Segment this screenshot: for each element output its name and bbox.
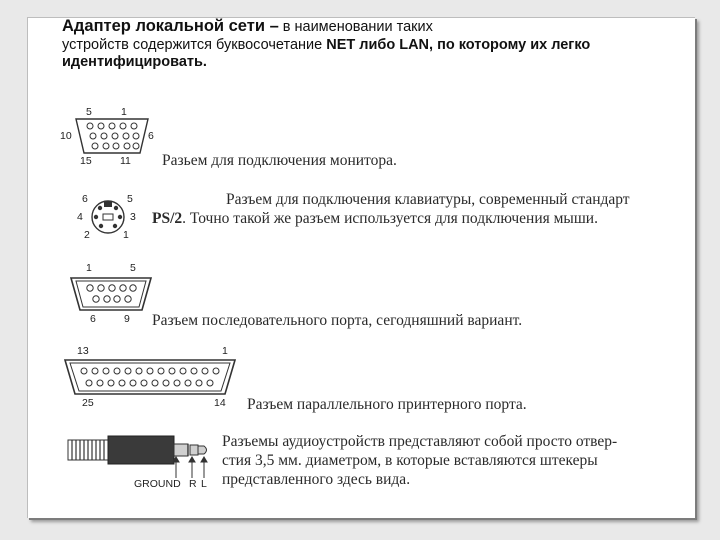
ps2-pin-label: 4 (77, 211, 83, 223)
ps2-connector-icon (89, 198, 127, 236)
vga-pin-label: 15 (80, 155, 92, 167)
ps2-pin-label: 6 (82, 193, 88, 205)
parallel-pin-hole (191, 368, 197, 374)
header-title-rest: в наименовании таких (278, 19, 433, 35)
vga-description: Разьем для подключения монитора. (162, 152, 397, 169)
audio-l-label: L (201, 478, 207, 490)
vga-connector-icon (72, 117, 152, 155)
audio-ground-label: GROUND (134, 478, 181, 490)
parallel-pin-hole (158, 368, 164, 374)
parallel-pin-hole (136, 368, 142, 374)
parallel-pin-label: 1 (222, 345, 228, 357)
header-line-3 (62, 54, 672, 72)
vga-pin-label: 11 (120, 155, 131, 167)
parallel-pin-hole (174, 380, 180, 386)
audio-description-line-2: стия 3,5 мм. диаметром, в которые вставляются штекеры (222, 451, 598, 469)
audio-pointer-arrows (170, 456, 210, 480)
serial-port-icon (68, 276, 154, 312)
ps2-description-line-1: Разъем для подключения клавиатуры, современный стандарт (226, 191, 630, 208)
vga-pin-label: 10 (60, 130, 72, 142)
header-title: Адаптер локальной сети – (62, 17, 279, 35)
ps2-pin-label: 5 (127, 193, 133, 205)
vga-pin-label: 5 (86, 106, 92, 118)
ps2-description-rest: . Точно такой же разъем используется для подключения мыши. (182, 210, 598, 227)
ps2-pin-label: 3 (130, 211, 136, 223)
parallel-pin-hole (169, 368, 175, 374)
serial-description: Разъем последовательного порта, сегодняшний вариант. (152, 312, 523, 329)
parallel-pin-hole (108, 380, 114, 386)
parallel-pin-hole (86, 380, 92, 386)
parallel-pin-hole (152, 380, 158, 386)
parallel-pin-hole (185, 380, 191, 386)
parallel-pin-hole (97, 380, 103, 386)
parallel-port-icon (62, 358, 238, 396)
serial-pin-label: 6 (90, 313, 96, 325)
serial-pin-label: 9 (124, 313, 130, 325)
parallel-pin-label: 25 (82, 397, 94, 409)
parallel-pin-hole (163, 380, 169, 386)
audio-description-line-3: представленного здесь вида. (222, 470, 411, 488)
parallel-pin-hole (81, 368, 87, 374)
parallel-pin-hole (125, 368, 131, 374)
header-line-2-text: устройств содержится буквосочетание (62, 36, 327, 53)
parallel-pin-hole (92, 368, 98, 374)
slide-header (62, 16, 672, 72)
ps2-pin-label: 1 (123, 229, 129, 241)
parallel-pin-hole (130, 380, 136, 386)
parallel-description: Разъем параллельного принтерного порта. (247, 396, 527, 413)
parallel-pin-label: 13 (77, 345, 89, 357)
audio-description-line-1: Разъемы аудиоустройств представляют собой просто отвер- (222, 433, 618, 450)
serial-pin-label: 5 (130, 262, 136, 274)
parallel-pin-hole (180, 368, 186, 374)
parallel-pin-hole (202, 368, 208, 374)
parallel-pin-label: 14 (214, 397, 226, 409)
ps2-standard-name: PS/2 (152, 210, 183, 227)
parallel-pin-hole (213, 368, 219, 374)
header-line-3-bold: идентифицировать. (62, 54, 207, 71)
header-line-1 (62, 16, 672, 37)
header-line-2-bold: NET либо LAN, по которому их легко (326, 36, 591, 53)
parallel-pin-hole (207, 380, 213, 386)
parallel-pin-hole (147, 368, 153, 374)
ps2-pin-label: 2 (84, 229, 90, 241)
vga-pin-label: 6 (148, 130, 154, 142)
audio-r-label: R (189, 478, 197, 490)
parallel-pin-hole (141, 380, 147, 386)
vga-pin-label: 1 (121, 106, 127, 118)
parallel-pin-hole (196, 380, 202, 386)
parallel-pin-hole (103, 368, 109, 374)
audio-description (222, 433, 617, 490)
ps2-description-line-2 (152, 210, 598, 229)
parallel-pin-hole (119, 380, 125, 386)
serial-pin-label: 1 (86, 262, 92, 274)
header-line-2 (62, 37, 672, 55)
parallel-pin-hole (114, 368, 120, 374)
